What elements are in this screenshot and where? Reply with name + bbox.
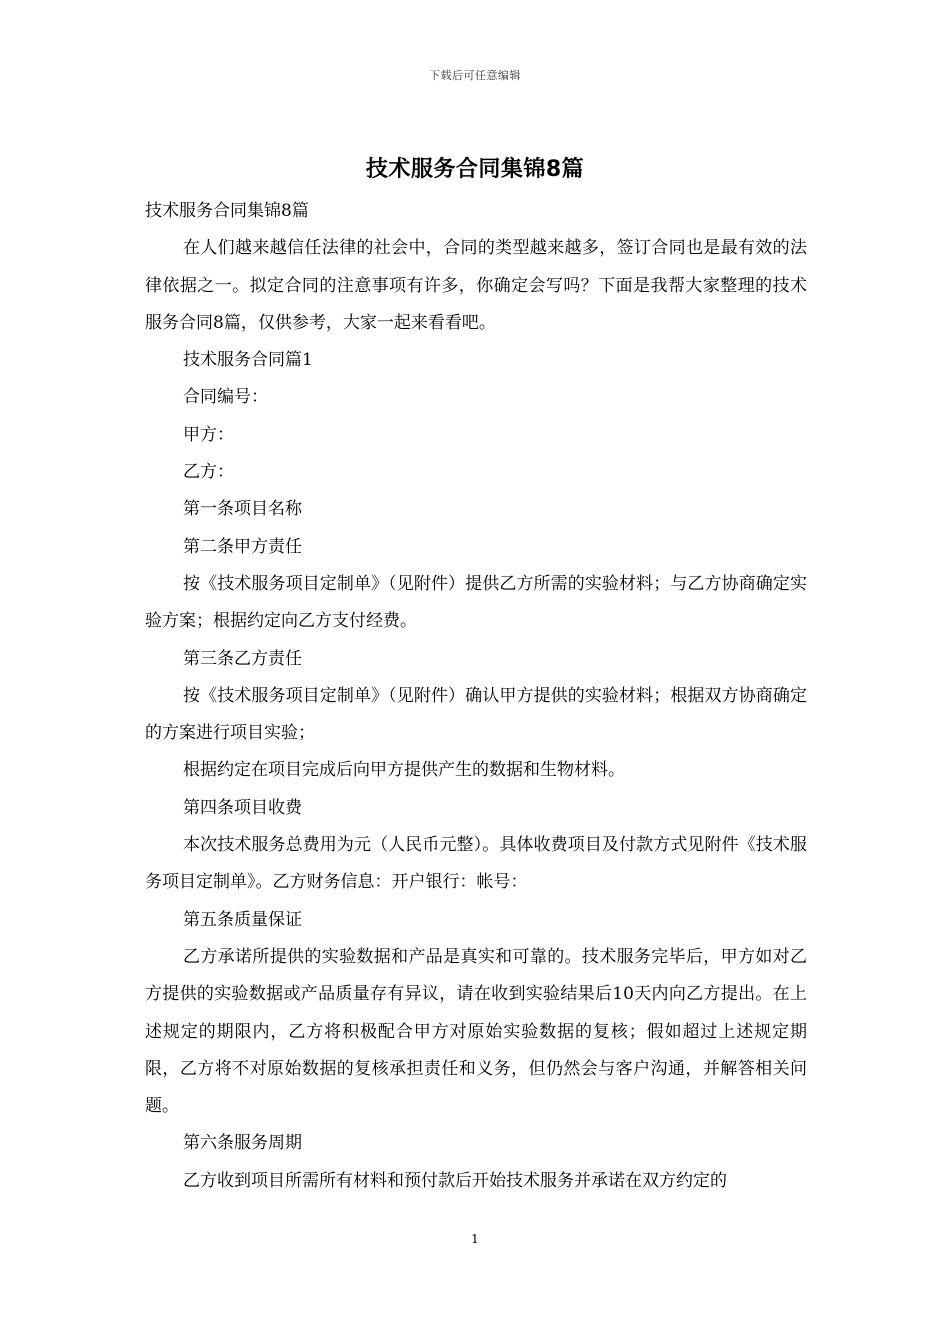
document-subtitle: 技术服务合同集锦8篇 <box>145 201 309 221</box>
article-5-heading: 第五条质量保证 <box>183 909 302 930</box>
document-title: 技术服务合同集锦8篇 <box>365 157 585 182</box>
article-6-body: 乙方收到项目所需所有材料和预付款后开始技术服务并承诺在双方约定的 <box>183 1170 727 1191</box>
page-header-note: 下载后可任意编辑 <box>429 69 521 82</box>
field-party-a: 甲方： <box>183 424 234 445</box>
field-party-b: 乙方： <box>183 462 234 483</box>
article-3-heading: 第三条乙方责任 <box>183 648 302 669</box>
article-1-heading: 第一条项目名称 <box>183 499 302 520</box>
article-4-body: 本次技术服务总费用为元（人民币元整）。具体收费项目及付款方式见附件《技术服务项目定制单》。乙方财务信息：开户银行：帐号： <box>145 835 807 893</box>
article-2-heading: 第二条甲方责任 <box>183 536 302 557</box>
paragraph-intro: 在人们越来越信任法律的社会中，合同的类型越来越多，签订合同也是最有效的法律依据之一。拟定合同的注意事项有许多，你确定会写吗？下面是我帮大家整理的技术服务合同8篇，仅供参考，大家一起来看看吧。 <box>145 238 807 333</box>
article-2-body: 按《技术服务项目定制单》（见附件）提供乙方所需的实验材料；与乙方协商确定实验方案；根据约定向乙方支付经费。 <box>145 573 807 632</box>
page-number: 1 <box>471 1232 479 1246</box>
article-4-heading: 第四条项目收费 <box>183 797 302 818</box>
article-3-body: 按《技术服务项目定制单》（见附件）确认甲方提供的实验材料；根据双方协商确定的方案进行项目实验； <box>145 685 807 744</box>
article-6-heading: 第六条服务周期 <box>183 1133 302 1154</box>
article-5-body: 乙方承诺所提供的实验数据和产品是真实和可靠的。技术服务完毕后，甲方如对乙方提供的实验数据或产品质量存有异议，请在收到实验结果后10天内向乙方提出。在上述规定的期限内，乙方将积极配合甲方对原始实验数据的复核；假如超过上述规定期限，乙方将不对原始数据的复核承担责任和义务，但仍然会与客户沟通，并解答相关问题。 <box>145 946 807 1117</box>
field-contract-number: 合同编号： <box>183 387 268 408</box>
section-heading-contract-1: 技术服务合同篇1 <box>183 350 313 371</box>
document-body <box>145 193 807 1200</box>
article-3-body-continued: 根据约定在项目完成后向甲方提供产生的数据和生物材料。 <box>183 760 625 781</box>
